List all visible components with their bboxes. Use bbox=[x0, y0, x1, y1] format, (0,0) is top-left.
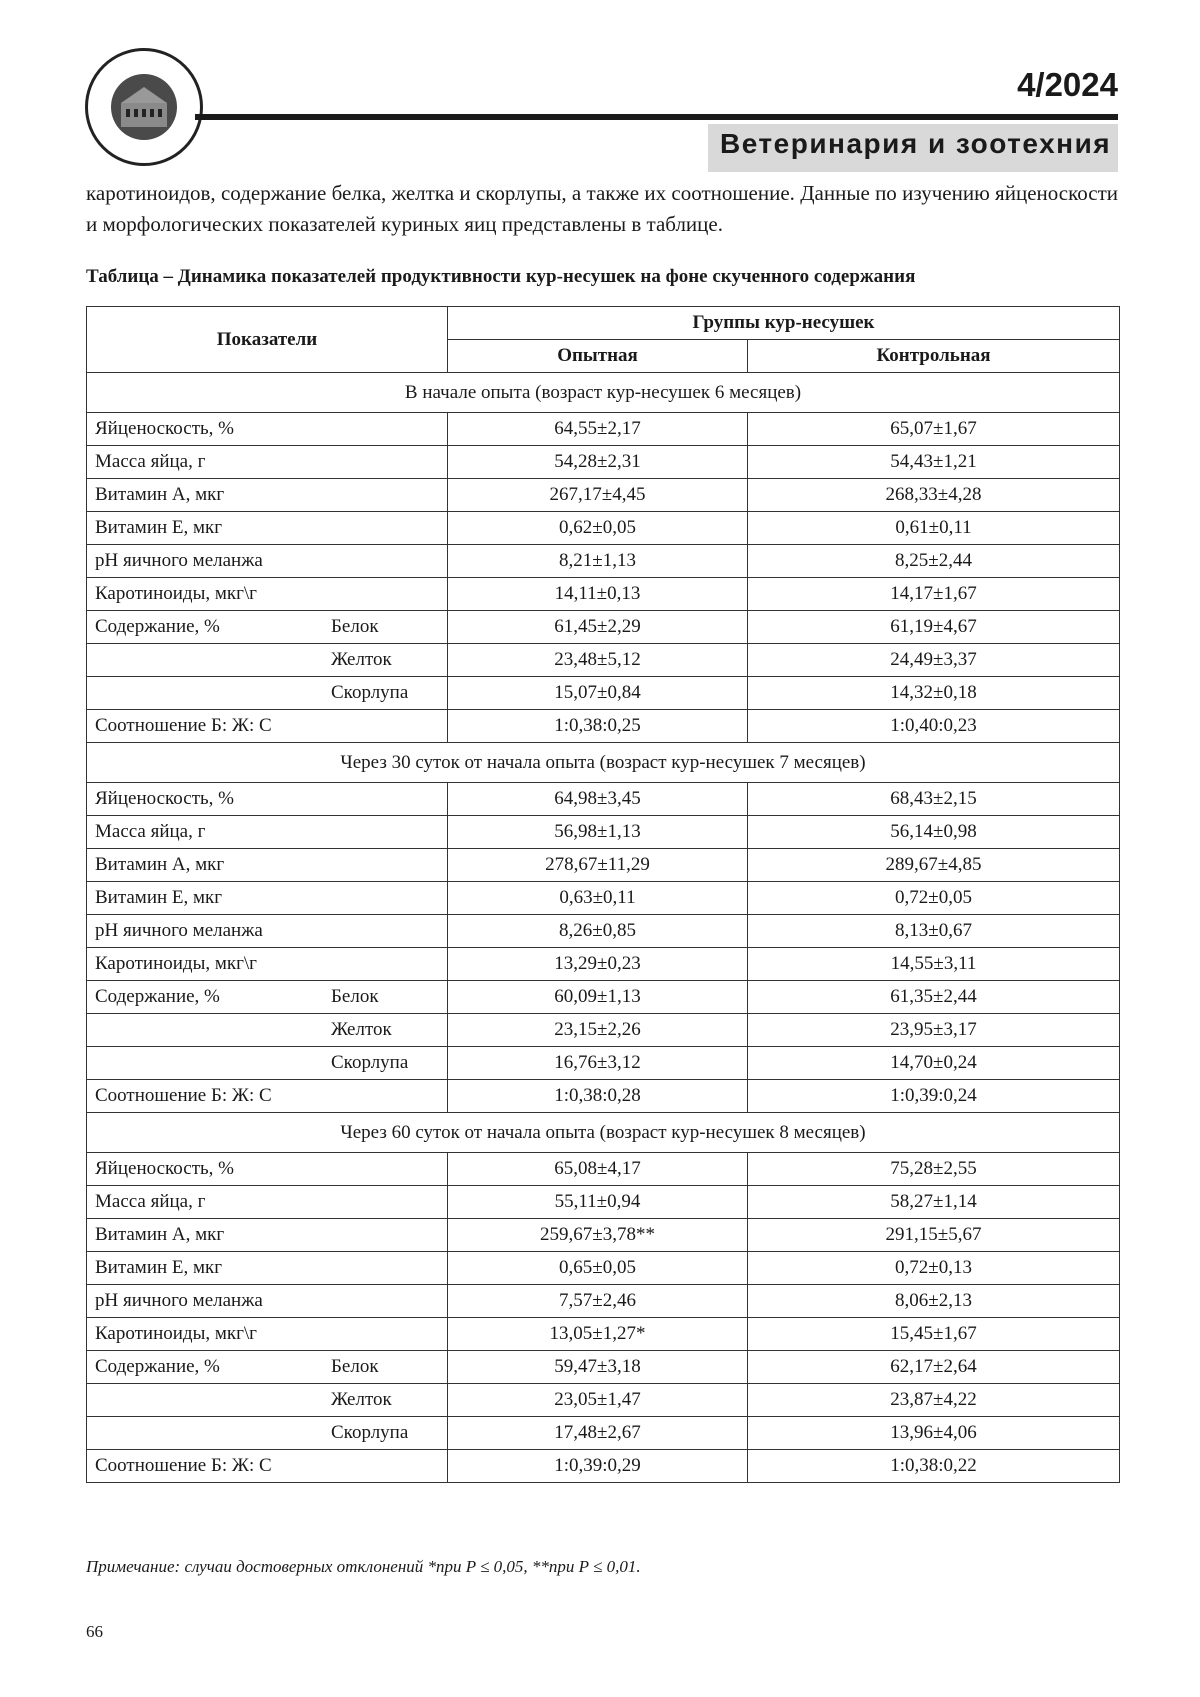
header-experimental: Опытная bbox=[448, 340, 748, 373]
experimental-value: 278,67±11,29 bbox=[448, 849, 748, 882]
control-value: 268,33±4,28 bbox=[748, 479, 1120, 512]
table-row bbox=[87, 816, 1120, 849]
period-row bbox=[87, 373, 1120, 413]
experimental-value: 259,67±3,78** bbox=[448, 1219, 748, 1252]
intro-paragraph: каротиноидов, содержание белка, желтка и скорлупы, а также их соотношение. Данные по изучению яйценоскости и морфологических показателей куриных яиц представлены в таблице. bbox=[86, 181, 1118, 236]
control-value: 0,61±0,11 bbox=[748, 512, 1120, 545]
control-value: 8,25±2,44 bbox=[748, 545, 1120, 578]
table-note: Примечание: случаи достоверных отклонений *при P ≤ 0,05, **при P ≤ 0,01. bbox=[86, 1557, 641, 1576]
experimental-value: 64,55±2,17 bbox=[448, 413, 748, 446]
indicator-cell bbox=[87, 981, 448, 1014]
table-row bbox=[87, 1153, 1120, 1186]
indicator-cell bbox=[87, 948, 448, 981]
indicator-label: Масса яйца, г bbox=[95, 1191, 206, 1212]
control-value: 289,67±4,85 bbox=[748, 849, 1120, 882]
experimental-value: 8,21±1,13 bbox=[448, 545, 748, 578]
indicator-label: Яйценоскость, % bbox=[95, 418, 234, 439]
table-row bbox=[87, 578, 1120, 611]
experimental-value: 56,98±1,13 bbox=[448, 816, 748, 849]
experimental-value: 1:0,38:0,25 bbox=[448, 710, 748, 743]
indicator-cell bbox=[87, 1219, 448, 1252]
control-value: 14,70±0,24 bbox=[748, 1047, 1120, 1080]
header-groups: Группы кур-несушек bbox=[448, 307, 1120, 340]
indicator-label: Масса яйца, г bbox=[95, 451, 206, 472]
table-row bbox=[87, 1351, 1120, 1384]
experimental-value: 60,09±1,13 bbox=[448, 981, 748, 1014]
indicator-cell bbox=[87, 1285, 448, 1318]
control-value: 24,49±3,37 bbox=[748, 644, 1120, 677]
table-caption: Таблица – Динамика показателей продуктивности кур-несушек на фоне скученного содержания bbox=[86, 266, 916, 287]
control-value: 1:0,39:0,24 bbox=[748, 1080, 1120, 1113]
experimental-value: 0,63±0,11 bbox=[448, 882, 748, 915]
experimental-value: 55,11±0,94 bbox=[448, 1186, 748, 1219]
indicator-label: Витамин Е, мкг bbox=[95, 887, 223, 908]
control-value: 61,19±4,67 bbox=[748, 611, 1120, 644]
control-value: 8,06±2,13 bbox=[748, 1285, 1120, 1318]
experimental-value: 14,11±0,13 bbox=[448, 578, 748, 611]
indicator-sublabel: Желток bbox=[331, 1389, 392, 1410]
table-row bbox=[87, 1186, 1120, 1219]
indicator-cell bbox=[87, 816, 448, 849]
journal-logo-emblem bbox=[88, 51, 200, 163]
indicator-label: Витамин А, мкг bbox=[95, 484, 225, 505]
indicator-label: Яйценоскость, % bbox=[95, 788, 234, 809]
indicator-cell bbox=[87, 915, 448, 948]
indicator-label: Соотношение Б: Ж: С bbox=[95, 1455, 272, 1476]
indicator-label: pH яичного меланжа bbox=[95, 920, 263, 941]
indicator-sublabel: Скорлупа bbox=[331, 682, 409, 703]
indicator-label: Каротиноиды, мкг\г bbox=[95, 953, 257, 974]
table-row bbox=[87, 710, 1120, 743]
table-row bbox=[87, 948, 1120, 981]
table-row bbox=[87, 849, 1120, 882]
issue-number: 4/2024 bbox=[1017, 66, 1118, 103]
indicator-sublabel: Белок bbox=[331, 1356, 379, 1377]
indicator-cell bbox=[87, 1384, 448, 1417]
indicator-label: Содержание, % bbox=[95, 616, 220, 637]
experimental-value: 7,57±2,46 bbox=[448, 1285, 748, 1318]
indicator-cell bbox=[87, 783, 448, 816]
table-row bbox=[87, 915, 1120, 948]
experimental-value: 23,48±5,12 bbox=[448, 644, 748, 677]
indicator-cell bbox=[87, 882, 448, 915]
header-control: Контрольная bbox=[748, 340, 1120, 373]
table-row bbox=[87, 1318, 1120, 1351]
table-row bbox=[87, 644, 1120, 677]
experimental-value: 54,28±2,31 bbox=[448, 446, 748, 479]
table-row bbox=[87, 1417, 1120, 1450]
experimental-value: 59,47±3,18 bbox=[448, 1351, 748, 1384]
journal-logo bbox=[85, 48, 203, 166]
control-value: 65,07±1,67 bbox=[748, 413, 1120, 446]
control-value: 14,55±3,11 bbox=[748, 948, 1120, 981]
experimental-value: 16,76±3,12 bbox=[448, 1047, 748, 1080]
indicator-label: Каротиноиды, мкг\г bbox=[95, 1323, 257, 1344]
indicator-cell bbox=[87, 677, 448, 710]
experimental-value: 8,26±0,85 bbox=[448, 915, 748, 948]
table-row bbox=[87, 1450, 1120, 1483]
control-value: 68,43±2,15 bbox=[748, 783, 1120, 816]
indicator-sublabel: Белок bbox=[331, 986, 379, 1007]
experimental-value: 0,65±0,05 bbox=[448, 1252, 748, 1285]
indicator-label: Соотношение Б: Ж: С bbox=[95, 715, 272, 736]
control-value: 23,95±3,17 bbox=[748, 1014, 1120, 1047]
indicator-label: Масса яйца, г bbox=[95, 821, 206, 842]
period-row bbox=[87, 1113, 1120, 1153]
indicator-cell bbox=[87, 1153, 448, 1186]
indicator-cell bbox=[87, 479, 448, 512]
table-row bbox=[87, 1252, 1120, 1285]
table-row bbox=[87, 981, 1120, 1014]
indicator-cell bbox=[87, 446, 448, 479]
table-row bbox=[87, 1014, 1120, 1047]
table-row bbox=[87, 1047, 1120, 1080]
experimental-value: 64,98±3,45 bbox=[448, 783, 748, 816]
experimental-value: 23,05±1,47 bbox=[448, 1384, 748, 1417]
experimental-value: 17,48±2,67 bbox=[448, 1417, 748, 1450]
indicator-label: Каротиноиды, мкг\г bbox=[95, 583, 257, 604]
period-row bbox=[87, 743, 1120, 783]
table-row bbox=[87, 446, 1120, 479]
indicator-label: Яйценоскость, % bbox=[95, 1158, 234, 1179]
indicator-cell bbox=[87, 1014, 448, 1047]
experimental-value: 0,62±0,05 bbox=[448, 512, 748, 545]
experimental-value: 13,29±0,23 bbox=[448, 948, 748, 981]
control-value: 1:0,38:0,22 bbox=[748, 1450, 1120, 1483]
indicator-cell bbox=[87, 413, 448, 446]
table-row bbox=[87, 677, 1120, 710]
indicator-cell bbox=[87, 1186, 448, 1219]
data-table bbox=[86, 306, 1120, 1483]
table-row bbox=[87, 479, 1120, 512]
indicator-sublabel: Белок bbox=[331, 616, 379, 637]
indicator-label: pH яичного меланжа bbox=[95, 550, 263, 571]
table-row bbox=[87, 1285, 1120, 1318]
experimental-value: 15,07±0,84 bbox=[448, 677, 748, 710]
table-row bbox=[87, 1080, 1120, 1113]
header-rule bbox=[195, 114, 1118, 120]
indicator-cell bbox=[87, 1318, 448, 1351]
indicator-sublabel: Скорлупа bbox=[331, 1052, 409, 1073]
experimental-value: 23,15±2,26 bbox=[448, 1014, 748, 1047]
experimental-value: 1:0,39:0,29 bbox=[448, 1450, 748, 1483]
control-value: 1:0,40:0,23 bbox=[748, 710, 1120, 743]
experimental-value: 13,05±1,27* bbox=[448, 1318, 748, 1351]
table-row bbox=[87, 882, 1120, 915]
indicator-cell bbox=[87, 578, 448, 611]
indicator-cell bbox=[87, 710, 448, 743]
indicator-cell bbox=[87, 1047, 448, 1080]
control-value: 56,14±0,98 bbox=[748, 816, 1120, 849]
indicator-label: Содержание, % bbox=[95, 986, 220, 1007]
control-value: 23,87±4,22 bbox=[748, 1384, 1120, 1417]
indicator-label: Витамин Е, мкг bbox=[95, 517, 223, 538]
control-value: 54,43±1,21 bbox=[748, 446, 1120, 479]
control-value: 13,96±4,06 bbox=[748, 1417, 1120, 1450]
period-title: Через 60 суток от начала опыта (возраст кур-несушек 8 месяцев) bbox=[87, 1113, 1120, 1153]
table-body bbox=[87, 373, 1120, 1483]
indicator-sublabel: Желток bbox=[331, 1019, 392, 1040]
indicator-label: Содержание, % bbox=[95, 1356, 220, 1377]
control-value: 61,35±2,44 bbox=[748, 981, 1120, 1014]
indicator-label: Витамин А, мкг bbox=[95, 854, 225, 875]
experimental-value: 1:0,38:0,28 bbox=[448, 1080, 748, 1113]
control-value: 14,17±1,67 bbox=[748, 578, 1120, 611]
period-title: В начале опыта (возраст кур-несушек 6 месяцев) bbox=[87, 373, 1120, 413]
section-title: Ветеринария и зоотехния bbox=[720, 128, 1112, 159]
indicator-cell bbox=[87, 1351, 448, 1384]
control-value: 58,27±1,14 bbox=[748, 1186, 1120, 1219]
control-value: 291,15±5,67 bbox=[748, 1219, 1120, 1252]
control-value: 0,72±0,13 bbox=[748, 1252, 1120, 1285]
table-row bbox=[87, 413, 1120, 446]
table-row bbox=[87, 783, 1120, 816]
control-value: 14,32±0,18 bbox=[748, 677, 1120, 710]
control-value: 0,72±0,05 bbox=[748, 882, 1120, 915]
indicator-cell bbox=[87, 512, 448, 545]
indicator-cell bbox=[87, 1080, 448, 1113]
indicator-cell bbox=[87, 849, 448, 882]
indicator-label: Витамин А, мкг bbox=[95, 1224, 225, 1245]
experimental-value: 65,08±4,17 bbox=[448, 1153, 748, 1186]
indicator-cell bbox=[87, 611, 448, 644]
table-row bbox=[87, 1384, 1120, 1417]
indicator-label: pH яичного меланжа bbox=[95, 1290, 263, 1311]
indicator-sublabel: Скорлупа bbox=[331, 1422, 409, 1443]
period-title: Через 30 суток от начала опыта (возраст кур-несушек 7 месяцев) bbox=[87, 743, 1120, 783]
control-value: 15,45±1,67 bbox=[748, 1318, 1120, 1351]
indicator-cell bbox=[87, 545, 448, 578]
indicator-sublabel: Желток bbox=[331, 649, 392, 670]
header-indicators: Показатели bbox=[87, 307, 448, 373]
control-value: 8,13±0,67 bbox=[748, 915, 1120, 948]
indicator-label: Соотношение Б: Ж: С bbox=[95, 1085, 272, 1106]
page-number: 66 bbox=[86, 1622, 103, 1641]
indicator-label: Витамин Е, мкг bbox=[95, 1257, 223, 1278]
indicator-cell bbox=[87, 1450, 448, 1483]
table-row bbox=[87, 611, 1120, 644]
indicator-cell bbox=[87, 1252, 448, 1285]
table-row bbox=[87, 1219, 1120, 1252]
indicator-cell bbox=[87, 644, 448, 677]
control-value: 62,17±2,64 bbox=[748, 1351, 1120, 1384]
experimental-value: 61,45±2,29 bbox=[448, 611, 748, 644]
table-row bbox=[87, 545, 1120, 578]
control-value: 75,28±2,55 bbox=[748, 1153, 1120, 1186]
table-row bbox=[87, 512, 1120, 545]
experimental-value: 267,17±4,45 bbox=[448, 479, 748, 512]
indicator-cell bbox=[87, 1417, 448, 1450]
